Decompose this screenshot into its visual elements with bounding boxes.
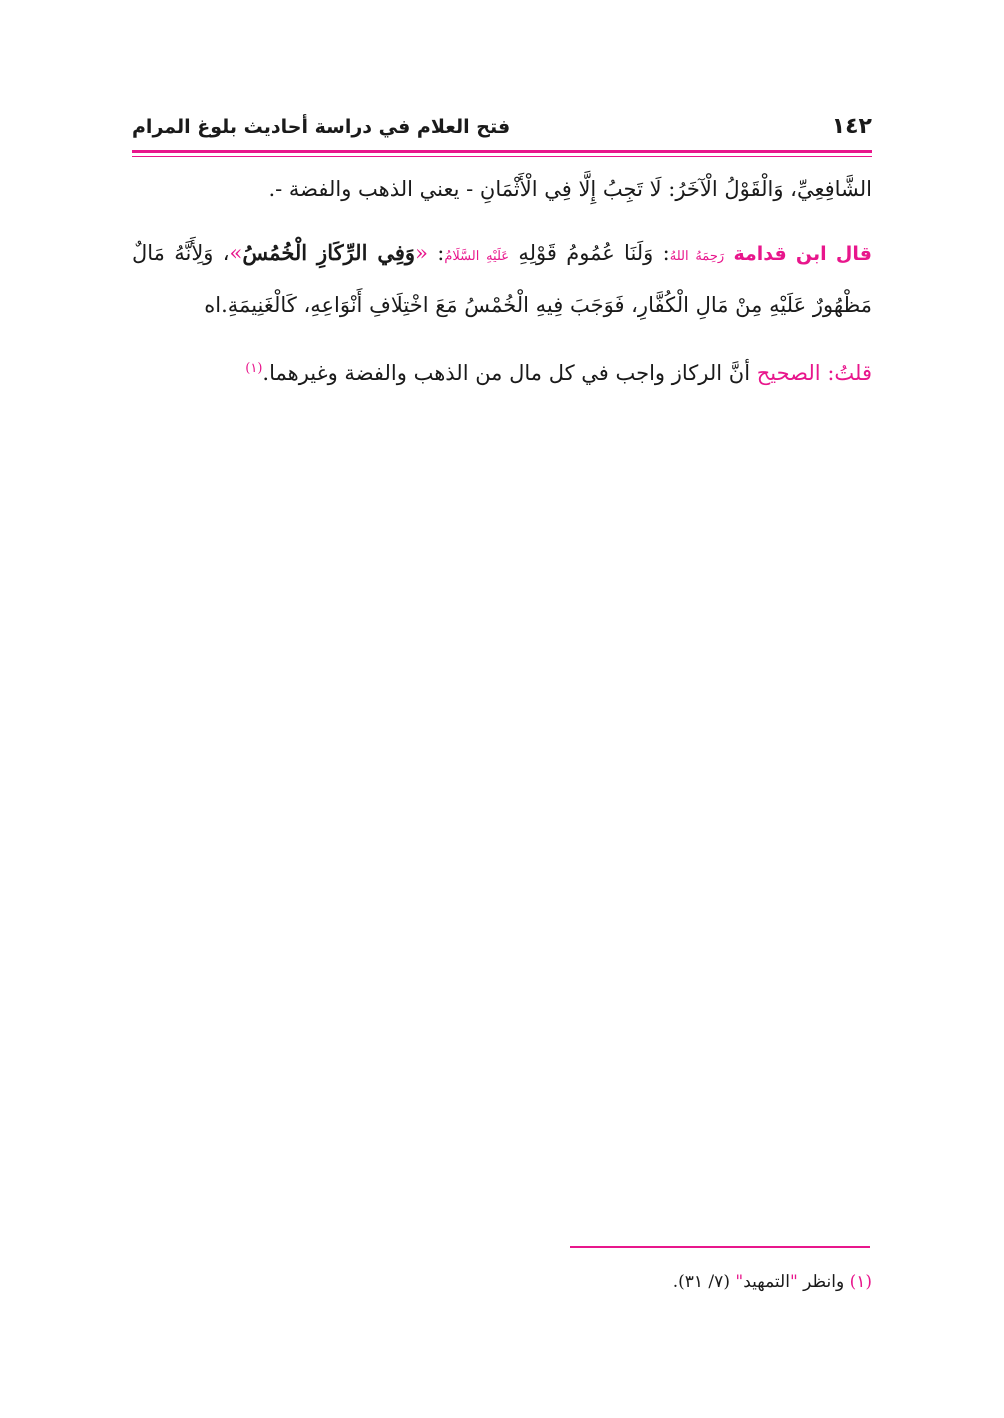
paragraph-3-lead: قلتُ: <box>827 361 872 385</box>
paragraph-2-rest: ، وَلِأَنَّهُ مَالٌ مَظْهُورٌ عَلَيْهِ مِنْ مَالِ الْكُفَّارِ، فَوَجَبَ فِيهِ الْخُمْسُ مَعَ اخْتِلَافِ أَنْوَاعِهِ، كَالْغَنِيمَةِ.اه <box>132 241 872 317</box>
footnote-text-after: (٧/ ٣١). <box>672 1272 730 1292</box>
footnote-title: التمهيد <box>743 1272 790 1292</box>
speaker-honorific: رَحِمَهُ اللهُ <box>669 249 725 264</box>
footnote-quote-close: " <box>735 1272 744 1292</box>
paragraph-3-highlight: الصحيح <box>756 361 821 385</box>
book-title: فتح العلام في دراسة أحاديث بلوغ المرام <box>132 116 511 138</box>
footnote-separator <box>570 1246 870 1248</box>
hadith-quote-close: » <box>229 241 243 265</box>
paragraph-2-colon: : <box>437 241 445 265</box>
footnote <box>400 1268 872 1296</box>
header-rule-thin <box>132 156 872 157</box>
header-rule-thick <box>132 150 872 153</box>
footnote-marker: (١) <box>849 1272 872 1292</box>
page-number: ١٤٢ <box>831 114 872 139</box>
hadith-quote-open: « <box>415 241 428 265</box>
speaker-label: قال ابن قدامة <box>733 243 872 265</box>
main-text <box>132 165 872 397</box>
prophet-honorific: عَلَيْهِ السَّلَامُ <box>444 249 510 264</box>
paragraph-3-text: أنَّ الركاز واجب في كل مال من الذهب والفضة وغيرهما. <box>262 361 751 385</box>
paragraph-3 <box>132 345 872 397</box>
footnote-reference[interactable]: (١) <box>245 361 263 376</box>
running-header <box>132 112 872 146</box>
footnote-quote-open: " <box>789 1272 798 1292</box>
paragraph-2 <box>132 229 872 329</box>
hadith-text: وَفِي الرِّكَازِ الْخُمُسُ <box>242 240 416 265</box>
paragraph-1-text: الشَّافِعِيِّ، وَالْقَوْلُ الْآخَرُ: لَا تَجِبُ إِلَّا فِي الْأَثْمَانِ - يعني الذهب والفضة -. <box>268 177 872 201</box>
paragraph-2-intro: : وَلَنَا عُمُومُ قَوْلِهِ <box>518 241 670 265</box>
footnote-text-before: وانظر <box>803 1272 845 1292</box>
paragraph-1 <box>132 165 872 213</box>
